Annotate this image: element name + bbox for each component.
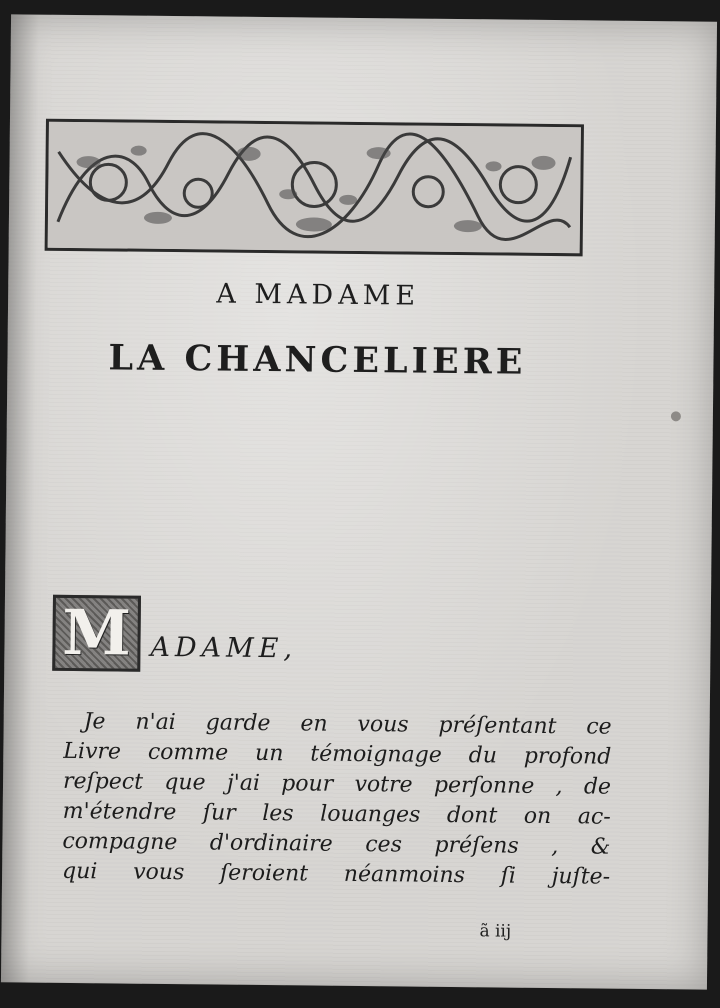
page-spine-shadow: [1, 14, 39, 982]
salutation: ADAME,: [150, 631, 298, 665]
floral-headpiece-ornament: [45, 119, 584, 257]
page-spot: [671, 411, 681, 421]
headpiece-ornament-icon: [48, 122, 581, 254]
drop-cap-letter: M: [61, 595, 132, 670]
body-line: Livre comme un témoignage du profond: [63, 738, 612, 770]
book-page: [1, 14, 717, 989]
body-line: m'étendre ſur les louanges dont on ac-: [62, 798, 611, 830]
body-line: reſpect que j'ai pour votre perſonne , de: [62, 768, 612, 800]
signature-mark: ã iij: [479, 921, 512, 942]
dedication-heading-line2: LA CHANCELIERE: [108, 337, 527, 383]
body-line: Je n'ai garde en vous préſentant ce: [83, 709, 612, 740]
body-line: compagne d'ordinaire ces préſens , &: [62, 828, 611, 860]
drop-cap-ornament: [52, 595, 141, 672]
dedication-heading-line1: A MADAME: [216, 278, 421, 312]
body-line: qui vous ſeroient néanmoins ſi juſte-: [61, 858, 611, 890]
dedication-body: [62, 707, 612, 893]
